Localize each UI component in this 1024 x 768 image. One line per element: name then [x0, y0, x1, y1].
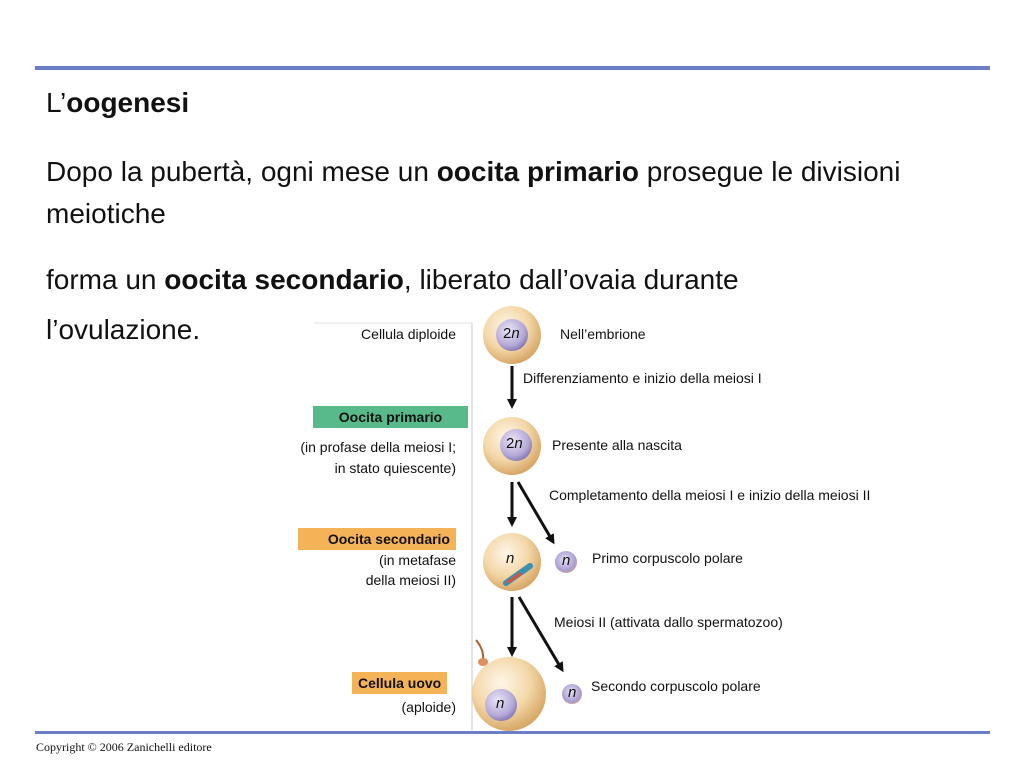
ploidy-label-polar2: n — [568, 684, 577, 701]
ploidy-label-cell3: n — [506, 550, 515, 567]
label-primario-note-1: (in profase della meiosi I; — [300, 439, 456, 455]
label-nellembrione: Nell’embrione — [560, 326, 646, 342]
bottom-rule — [35, 731, 990, 734]
tag-oocita-secondario: Oocita secondario — [298, 528, 456, 550]
ploidy-label-polar1: n — [562, 552, 571, 569]
tag-oocita-primario: Oocita primario — [313, 406, 468, 428]
ploidy-label-cell2: 2n — [506, 435, 523, 452]
arrow-3-diagonal — [519, 597, 561, 668]
paragraph-2: forma un oocita secondario, liberato dall’ovaia durante — [46, 264, 739, 295]
tag-cellula-uovo: Cellula uovo — [352, 672, 447, 694]
label-secondario-note-1: (in metafase — [378, 552, 456, 568]
label-step-1: Differenziamento e inizio della meiosi I — [523, 370, 762, 386]
label-step-3: Meiosi II (attivata dallo spermatozoo) — [554, 614, 783, 630]
label-primario-note-2: in stato quiescente) — [334, 460, 456, 476]
paragraph-3: l’ovulazione. — [46, 314, 201, 345]
label-secondario-note-2: della meiosi II) — [365, 572, 456, 588]
copyright-text: Copyright © 2006 Zanichelli editore — [36, 740, 212, 754]
ploidy-label-cell1: 2n — [503, 325, 520, 342]
label-presente-alla-nascita: Presente alla nascita — [552, 437, 682, 453]
label-cellula-diploide: Cellula diploide — [361, 326, 456, 342]
label-secondo-corpuscolo: Secondo corpuscolo polare — [591, 678, 761, 694]
slide-title: L’oogenesi — [46, 87, 190, 118]
label-primo-corpuscolo: Primo corpuscolo polare — [592, 550, 743, 566]
paragraph-1: Dopo la pubertà, ogni mese un oocita primario prosegue le divisioni meiotiche — [46, 156, 901, 229]
ploidy-label-egg: n — [496, 695, 505, 712]
label-aploide: (aploide) — [401, 699, 456, 715]
arrow-2-diagonal — [518, 482, 552, 540]
label-step-2: Completamento della meiosi I e inizio della meiosi II — [549, 487, 871, 503]
